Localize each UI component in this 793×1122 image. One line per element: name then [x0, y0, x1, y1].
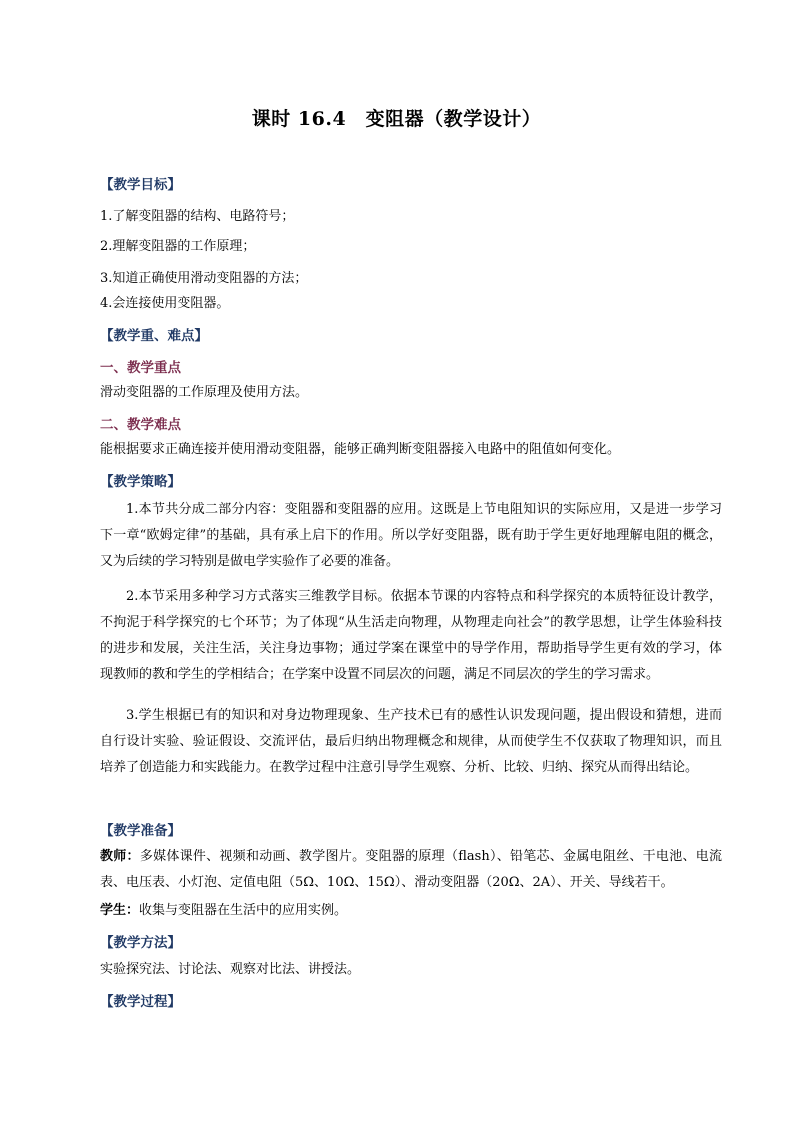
document-title: 课时 16.4 变阻器（教学设计） [251, 108, 542, 130]
section-heading-process: 【教学过程】 [100, 994, 181, 1010]
goal-item: 2.理解变阻器的工作原理； [100, 239, 256, 254]
difficulty-text: 能根据要求正确连接并使用滑动变阻器，能够正确判断变阻器接入电路中的阻值如何变化。 [100, 442, 621, 457]
strategy-paragraph-1: 1.本节共分成二部分内容：变阻器和变阻器的应用。这既是上节电阻知识的实际应用，又是进一步学习下一章“欧姆定律”的基础，具有承上启下的作用。所以学好变阻器，既有助于学生更好地理解电阻的概念，又为后续的学习特别是做电学实验作了必要的准备。 [100, 502, 722, 569]
teacher-preparation-text: 多媒体课件、视频和动画、教学图片。变阻器的原理（flash）、铅笔芯、金属电阻丝、干电池、电流表、电压表、小灯泡、定值电阻（5Ω、10Ω、15Ω）、滑动变阻器（20Ω、2A）、开关、导线若干。 [100, 849, 722, 890]
strategy-paragraph-2: 2.本节采用多种学习方式落实三维教学目标。依据本节课的内容特点和科学探究的本质特征设计教学，不拘泥于科学探究的七个环节；为了体现“从生活走向物理，从物理走向社会”的教学思想，让学生体验科技的进步和发展，关注生活，关注身边事物；通过学案在课堂中的导学作用，帮助指导学生更有效的学习，体现教师的教和学生的学相结合；在学案中设置不同层次的问题，满足不同层次的学生的学习需求。 [100, 589, 722, 682]
goal-item: 3.知道正确使用滑动变阻器的方法； [100, 271, 308, 286]
teacher-preparation [100, 844, 722, 896]
section-heading-methods: 【教学方法】 [100, 935, 181, 951]
teacher-label: 教师： [100, 849, 140, 864]
section-heading-goals: 【教学目标】 [100, 177, 181, 193]
goal-item: 1.了解变阻器的结构、电路符号； [100, 209, 295, 224]
section-heading-strategy: 【教学策略】 [100, 474, 181, 490]
focus-text: 滑动变阻器的工作原理及使用方法。 [100, 385, 309, 400]
student-label: 学生： [100, 903, 140, 918]
section-heading-preparation: 【教学准备】 [100, 823, 181, 839]
subheading-difficulty: 二、教学难点 [100, 417, 181, 433]
methods-text: 实验探究法、讨论法、观察对比法、讲授法。 [100, 962, 361, 977]
subheading-focus: 一、教学重点 [100, 360, 181, 376]
strategy-paragraph-3: 3.学生根据已有的知识和对身边物理现象、生产技术已有的感性认识发现问题，提出假设和猜想，进而自行设计实验、验证假设、交流评估，最后归纳出物理概念和规律，从而使学生不仅获取了物理知识，而且培养了创造能力和实践能力。在教学过程中注意引导学生观察、分析、比较、归纳、探究从而得出结论。 [100, 708, 722, 775]
student-preparation [100, 898, 722, 924]
student-preparation-text: 收集与变阻器在生活中的应用实例。 [139, 903, 348, 918]
section-heading-key-points: 【教学重、难点】 [100, 328, 208, 344]
goal-item: 4.会连接使用变阻器。 [100, 296, 230, 311]
